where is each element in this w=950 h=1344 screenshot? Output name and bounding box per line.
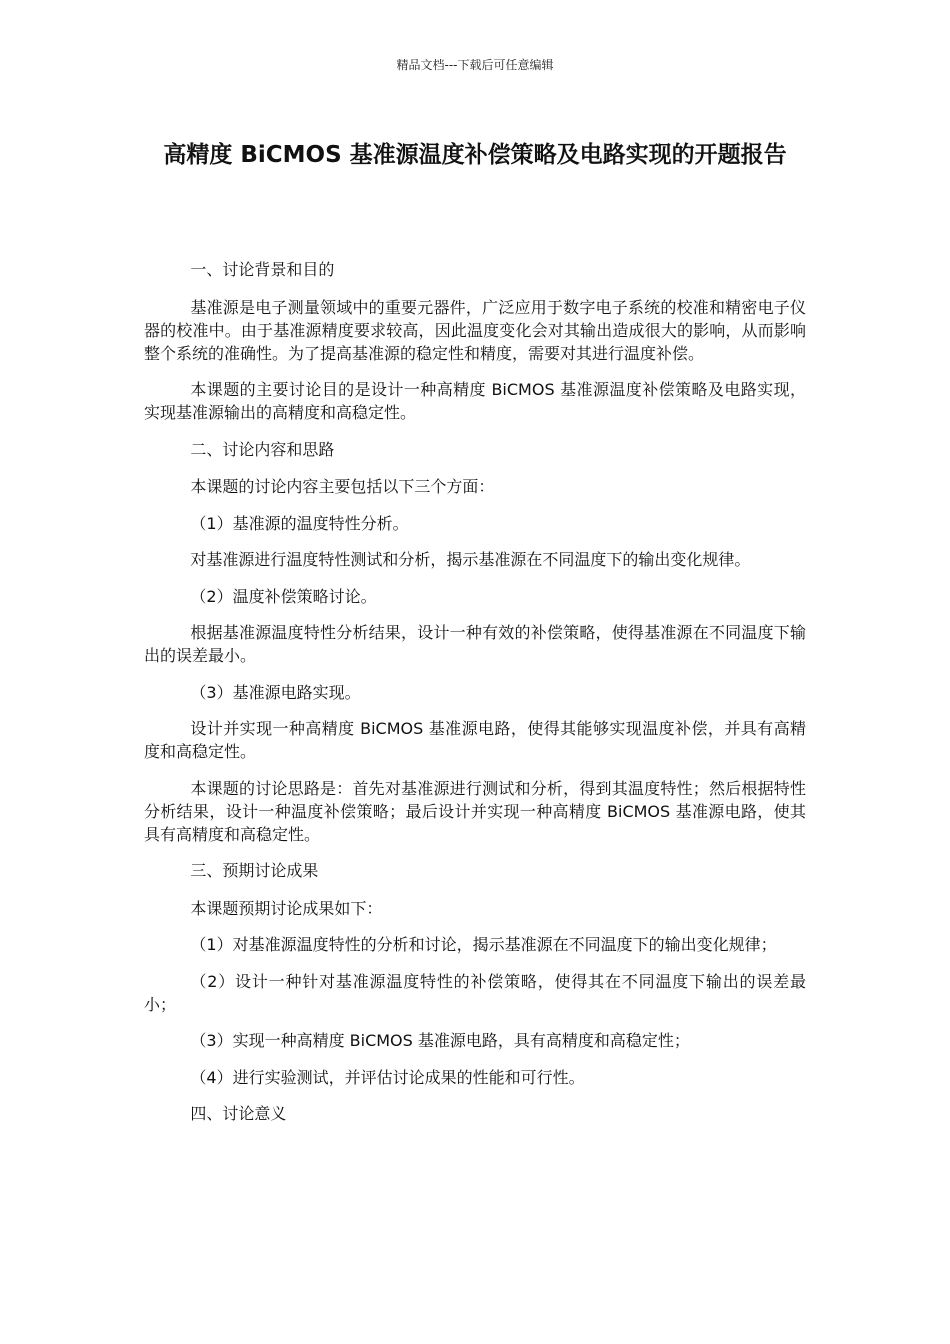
body-paragraph: 对基准源进行温度特性测试和分析，揭示基准源在不同温度下的输出变化规律。 bbox=[190, 550, 751, 569]
body-paragraph: 根据基准源温度特性分析结果，设计一种有效的补偿策略，使得基准源在不同温度下输出的误差最小。 bbox=[144, 623, 806, 665]
section-heading-content: 二、讨论内容和思路 bbox=[190, 439, 335, 459]
page-header-note: 精品文档---下载后可任意编辑 bbox=[396, 58, 554, 72]
body-paragraph: 本课题的讨论内容主要包括以下三个方面： bbox=[190, 477, 495, 496]
list-item: （4）进行实验测试，并评估讨论成果的性能和可行性。 bbox=[190, 1067, 585, 1087]
section-heading-background: 一、讨论背景和目的 bbox=[190, 260, 335, 279]
body-paragraph: 基准源是电子测量领域中的重要元器件，广泛应用于数字电子系统的校准和精密电子仪器的校准中。由于基准源精度要求较高，因此温度变化会对其输出造成很大的影响，从而影响整个系统的准确性。为了提高基准源的稳定性和精度，需要对其进行温度补偿。 bbox=[144, 297, 806, 363]
body-paragraph: 设计并实现一种高精度 BiCMOS 基准源电路，使得其能够实现温度补偿，并具有高精度和高稳定性。 bbox=[144, 719, 806, 761]
list-item: （1）对基准源温度特性的分析和讨论，揭示基准源在不同温度下的输出变化规律； bbox=[190, 935, 777, 954]
list-item: （3）实现一种高精度 BiCMOS 基准源电路，具有高精度和高稳定性； bbox=[190, 1031, 690, 1050]
list-item: （2）设计一种针对基准源温度特性的补偿策略，使得其在不同温度下输出的误差最小； bbox=[144, 971, 806, 1014]
section-heading-expected-results: 三、预期讨论成果 bbox=[190, 861, 319, 880]
body-paragraph: 本课题的讨论思路是：首先对基准源进行测试和分析，得到其温度特性；然后根据特性分析结果，设计一种温度补偿策略；最后设计并实现一种高精度 BiCMOS 基准源电路，使其具有高精度和高稳定性。 bbox=[144, 778, 806, 844]
list-item: （2）温度补偿策略讨论。 bbox=[190, 586, 377, 606]
document-body bbox=[144, 258, 806, 1140]
body-paragraph: 本课题预期讨论成果如下： bbox=[190, 898, 383, 918]
list-item: （3）基准源电路实现。 bbox=[190, 682, 361, 702]
section-heading-significance: 四、讨论意义 bbox=[190, 1104, 287, 1123]
document-title: 高精度 BiCMOS 基准源温度补偿策略及电路实现的开题报告 bbox=[163, 142, 787, 168]
list-item: （1）基准源的温度特性分析。 bbox=[190, 513, 409, 533]
body-paragraph: 本课题的主要讨论目的是设计一种高精度 BiCMOS 基准源温度补偿策略及电路实现，实现基准源输出的高精度和高稳定性。 bbox=[144, 380, 806, 422]
